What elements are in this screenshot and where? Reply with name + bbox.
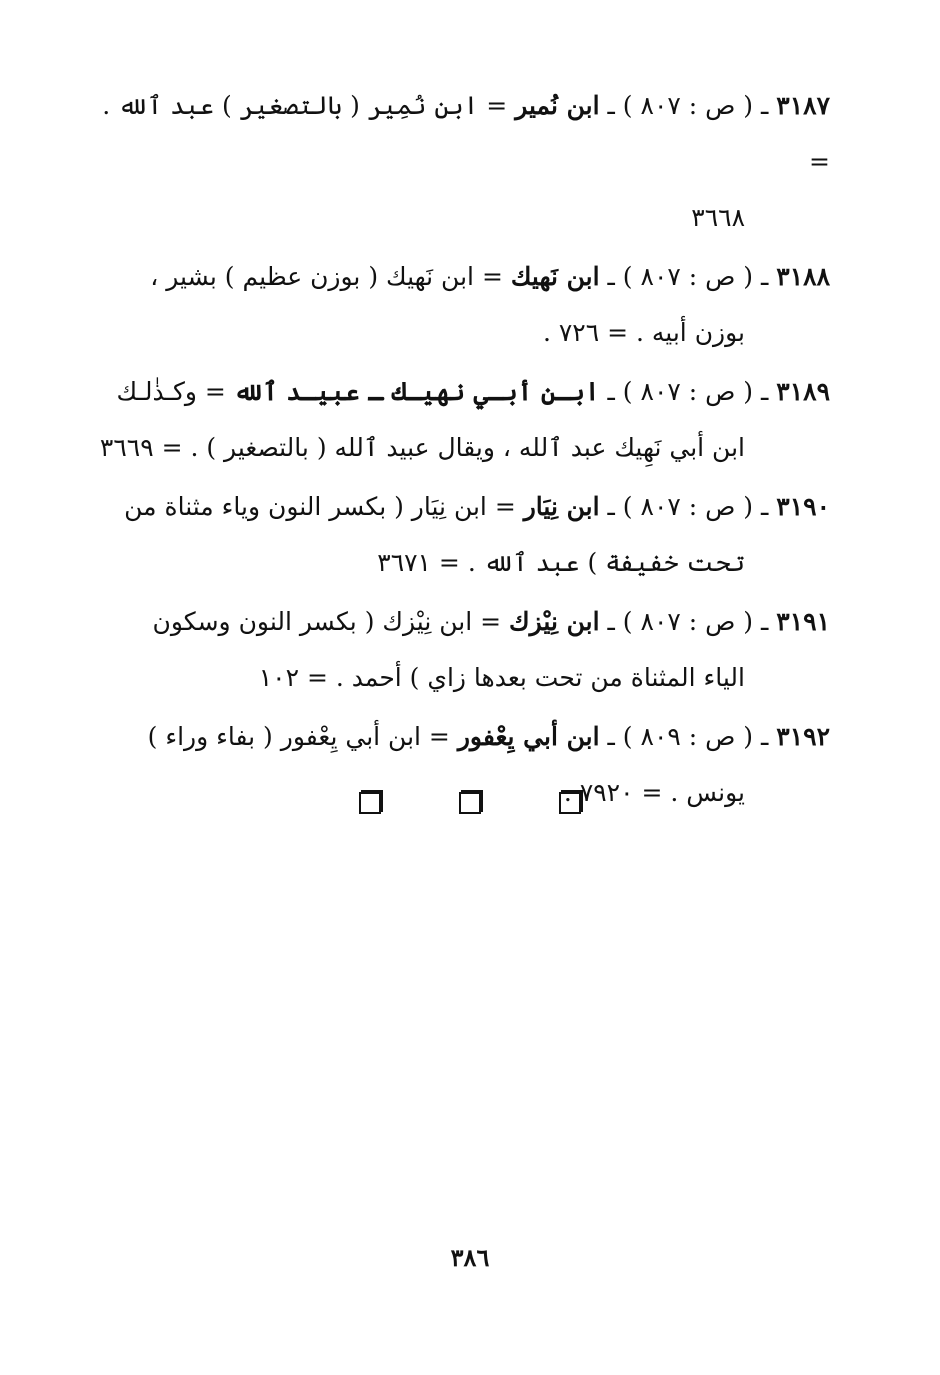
headword: ابن نِيَار (523, 492, 600, 521)
entry-3191 (80, 594, 830, 706)
entry-3188 (80, 249, 830, 361)
headword: ابـن أبـي نهيـك ـ عبيـد ٱلله (233, 377, 600, 406)
entry-continuation: يونس . = ٧٩٢٠ . (563, 778, 745, 807)
page-reference: ـ ( ص : ٨٠٧ ) ـ (607, 377, 769, 406)
entry-3187 (80, 78, 830, 246)
entry-number: ٣١٨٧ (776, 91, 830, 120)
entry-number: ٣١٩١ (776, 607, 830, 636)
headword: ابن نِيْزك (509, 607, 600, 636)
page-reference: ـ ( ص : ٨٠٧ ) ـ (607, 91, 769, 120)
page-number: ٣٨٦ (450, 1243, 490, 1272)
entry-text: = ابن أبي يِعْفور ( بفاء وراء ) (147, 722, 450, 751)
entry-continuation: ٣٦٦٨ (691, 203, 745, 232)
entry-text: = ابن نَهيك ( بوزن عظيم ) بشير ، (150, 262, 503, 291)
entry-continuation: ابن أبي نَهِيك عبد ٱلله ، ويقال عبيد ٱلله ( بالتصغير ) . = ٣٦٦٩ (99, 433, 745, 462)
entry-number: ٣١٨٩ (776, 377, 830, 406)
section-end-ornaments (0, 792, 940, 814)
square-ornament-icon (459, 792, 481, 814)
entry-text: = ابن نُمِير ( بالتصغير ) عبد ٱلله . = (102, 91, 830, 176)
entry-continuation: الياء المثناة من تحت بعدها زاي ) أحمد . = ١٠٢ (258, 663, 745, 692)
square-ornament-icon (559, 792, 581, 814)
entry-3189 (80, 364, 830, 476)
entry-number: ٣١٨٨ (776, 262, 830, 291)
entry-continuation: بوزن أبيه . = ٧٢٦ . (542, 318, 745, 347)
entry-continuation: تحت خفيفة ) عبد ٱلله . = ٣٦٧١ (377, 548, 745, 577)
headword: ابن نُمير (515, 91, 600, 120)
entry-number: ٣١٩٠ (776, 492, 830, 521)
entry-3190 (80, 479, 830, 591)
square-ornament-icon (359, 792, 381, 814)
headword: ابن أبي يِعْفور (457, 722, 600, 751)
page-reference: ـ ( ص : ٨٠٧ ) ـ (607, 607, 769, 636)
entry-text: = ابن نِيْزك ( بكسر النون وسكون (152, 607, 502, 636)
entries-list (80, 78, 830, 824)
page-reference: ـ ( ص : ٨٠٧ ) ـ (607, 262, 769, 291)
page-reference: ـ ( ص : ٨٠٧ ) ـ (607, 492, 769, 521)
entry-text: = وكـذٰلـك (116, 377, 226, 406)
page-reference: ـ ( ص : ٨٠٩ ) ـ (607, 722, 769, 751)
headword: ابن نَهيك (510, 262, 600, 291)
entry-number: ٣١٩٢ (776, 722, 830, 751)
entry-text: = ابن نِيَار ( بكسر النون وياء مثناة من (124, 492, 516, 521)
